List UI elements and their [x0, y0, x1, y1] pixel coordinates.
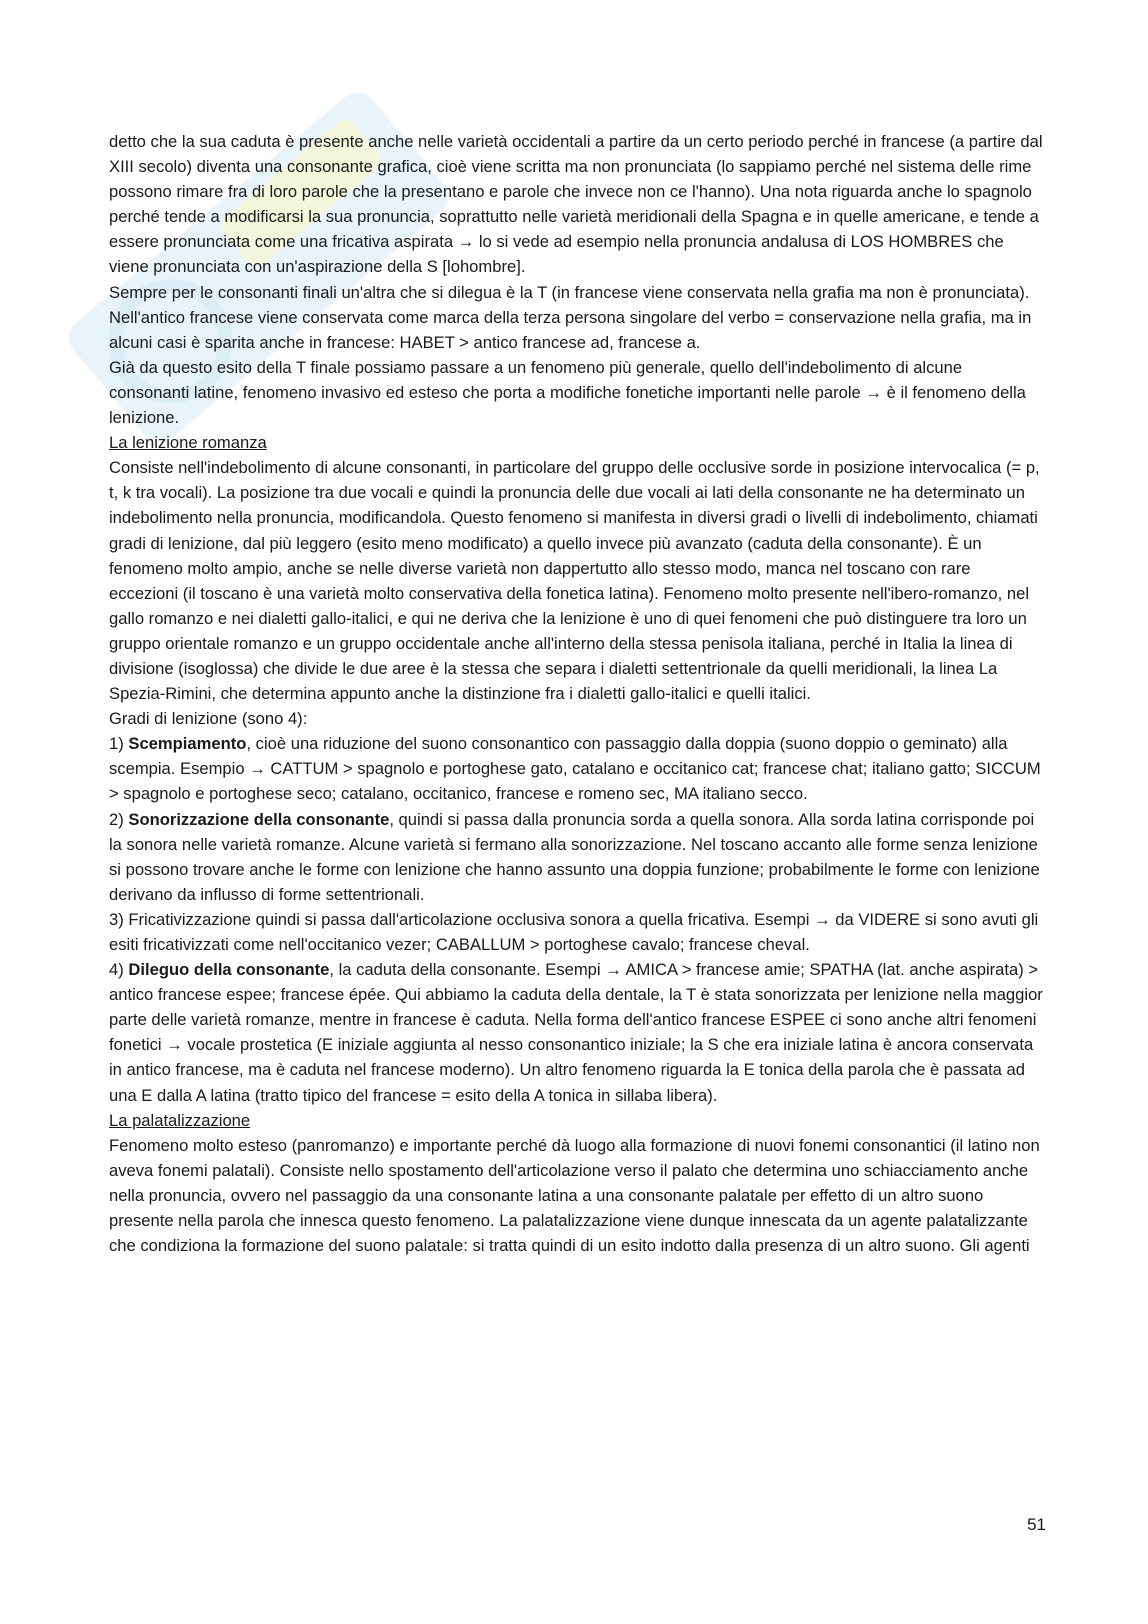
item-text: , cioè una riduzione del suono consonantico con passaggio dalla doppia (suono doppio o geminato) alla scempia. Esempio → CATTUM > spagnolo e portoghese gato, catalano e occitanico cat; francese chat; italiano gatto; SICCUM > spagnolo e portoghese seco; catalano, occitanico, francese e romeno sec, MA italiano secco. — [109, 734, 1041, 804]
paragraph: Fenomeno molto esteso (panromanzo) e importante perché dà luogo alla formazione di nuovi fonemi consonantici (il latino non aveva fonemi palatali). Consiste nello spostamento dell'articolazione verso il palato che determina uno schiacciamento anche nella pronuncia, ovvero nel passaggio da una consonante latina a una consonante palatale per effetto di un altro suono presente nella parola che innesca questo fenomeno. La palatalizzazione viene dunque innescata da un agente palatalizzante che condiziona la formazione del suono palatale: si tratta quindi di un esito indotto dalla presenza di un altro suono. Gli agenti — [109, 1135, 1040, 1256]
item-term: Scempiamento — [128, 734, 247, 754]
paragraph: Già da questo esito della T finale possiamo passare a un fenomeno più generale, quello dell'indebolimento di alcune consonanti latine, fenomeno invasivo ed esteso che porta a modifiche fonetiche importanti nelle parole → è il fenomeno della lenizione. — [109, 357, 1026, 428]
paragraph: Gradi di lenizione (sono 4): — [109, 709, 308, 729]
page-number: 51 — [1027, 1515, 1046, 1534]
lenition-grade-item — [109, 731, 1044, 806]
lenition-grade-item — [109, 957, 1044, 1108]
item-term: Dileguo della consonante — [128, 960, 330, 980]
section-heading: La palatalizzazione — [109, 1110, 251, 1130]
item-term: Sonorizzazione della consonante — [128, 809, 390, 829]
item-number: 1) — [109, 734, 124, 754]
paragraph: Consiste nell'indebolimento di alcune consonanti, in particolare del gruppo delle occlusive sorde in posizione intervocalica (= p, t, k tra vocali). La posizione tra due vocali e quindi la pronuncia delle due vocali ai lati della consonante ne ha determinato un indebolimento nella pronuncia, modificandola. Questo fenomeno si manifesta in diversi gradi o livelli di indebolimento, chiamati gradi di lenizione, dal più leggero (esito meno modificato) a quello invece più avanzato (caduta della consonante). È un fenomeno molto ampio, anche se nelle diverse varietà non dappertutto allo stesso modo, manca nel toscano con rare eccezioni (il toscano è una varietà molto conservativa della fonetica latina). Fenomeno molto presente nell'ibero-romanzo, nel gallo romanzo e nei dialetti gallo-italici, e qui ne deriva che la lenizione è uno di quei fenomeni che può distinguere tra loro un gruppo orientale romanzo e un gruppo occidentale anche all'interno della stessa penisola italiana, perché in Italia la linea di divisione (isoglossa) che divide le due aree è la stessa che separa i dialetti settentrionale da quelli meridionali, la linea La Spezia-Rimini, che determina appunto anche la distinzione fra i dialetti gallo-italici e quelli italici. — [109, 458, 1040, 704]
lenition-grade-item — [109, 807, 1044, 907]
paragraph: Sempre per le consonanti finali un'altra che si dilegua è la T (in francese viene conservata nella grafia ma non è pronunciata). Nell'antico francese viene conservata come marca della terza persona singolare del verbo = conservazione nella grafia, ma in alcuni casi è sparita anche in francese: HABET > antico francese ad, francese a. — [109, 282, 1032, 352]
item-number: 4) — [109, 960, 124, 980]
paragraph: detto che la sua caduta è presente anche nelle varietà occidentali a partire da un certo periodo perché in francese (a partire dal XIII secolo) diventa una consonante grafica, cioè viene scritta ma non pronunciata (lo sappiamo perché nel sistema delle rime possono rimare fra di loro parole che la presentano e parole che invece non ce l'hanno). Una nota riguarda anche lo spagnolo perché tende a modificarsi la sua pronuncia, soprattutto nelle varietà meridionali della Spagna e in quelle americane, e tende a essere pronunciata come una fricativa aspirata → lo si vede ad esempio nella pronuncia andalusa di LOS HOMBRES che viene pronunciata con un'aspirazione della S [lohombre]. — [109, 132, 1043, 277]
section-heading: La lenizione romanza — [109, 433, 267, 453]
lenition-grade-item — [109, 907, 1044, 957]
item-text: , quindi si passa dalla pronuncia sorda a quella sonora. Alla sorda latina corrisponde poi la sonora nelle varietà romanze. Alcune varietà si fermano alla sonorizzazione. Nel toscano accanto alle forme senza lenizione si possono trovare anche le forme con lenizione che hanno assunto una doppia funzione; probabilmente le forme con lenizione derivano da influsso di forme settentrionali. — [109, 809, 1040, 904]
item-text: Fricativizzazione quindi si passa dall'articolazione occlusiva sonora a quella fricativa. Esempi → da VIDERE si sono avuti gli esiti fricativizzati come nell'occitanico vezer; CABALLUM > portoghese cavalo; francese cheval. — [109, 909, 1039, 954]
item-text: , la caduta della consonante. Esempi → AMICA > francese amie; SPATHA (lat. anche aspirata) > antico francese espee; francese épée. Qui abbiamo la caduta della dentale, la T è stata sonorizzata per lenizione nella maggior parte delle varietà romanze, mentre in francese è caduta. Nella forma dell'antico francese ESPEE ci sono anche altri fenomeni fonetici → vocale prostetica (E iniziale aggiunta al nesso consonantico iniziale; la S che era iniziale latina è ancora conservata in antico francese, ma è caduta nel francese moderno). Un altro fenomeno riguarda la E tonica della parola che è passata ad una E dalla A latina (tratto tipico del francese = esito della A tonica in sillaba libera). — [109, 960, 1043, 1105]
item-number: 3) — [109, 909, 124, 929]
item-number: 2) — [109, 809, 124, 829]
page-body — [109, 129, 1044, 1258]
